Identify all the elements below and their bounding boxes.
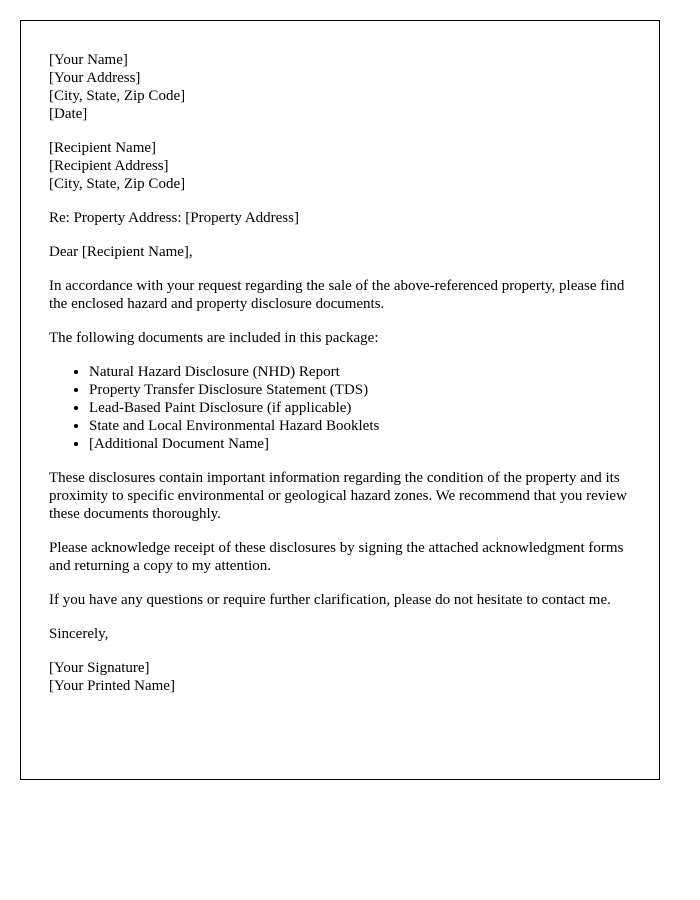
sender-name: [Your Name] bbox=[49, 52, 128, 68]
recipient-city-state-zip: [City, State, Zip Code] bbox=[49, 176, 186, 192]
list-item: • Natural Hazard Disclosure (NHD) Report bbox=[89, 363, 631, 381]
list-item: • Lead-Based Paint Disclosure (if applicable) bbox=[89, 399, 631, 417]
letter-page bbox=[20, 20, 660, 780]
recipient-block bbox=[49, 139, 631, 193]
salutation: Dear [Recipient Name], bbox=[49, 244, 193, 260]
intro-paragraph: In accordance with your request regarding the sale of the above-referenced property, please find the enclosed hazard and property disclosure documents. bbox=[49, 278, 625, 312]
list-item: • [Additional Document Name] bbox=[89, 435, 631, 453]
signature-placeholder: [Your Signature] bbox=[49, 660, 150, 676]
printed-name: [Your Printed Name] bbox=[49, 678, 175, 694]
documents-list bbox=[49, 363, 631, 453]
sender-city-state-zip: [City, State, Zip Code] bbox=[49, 88, 186, 104]
letter-date: [Date] bbox=[49, 106, 88, 122]
signature-block bbox=[49, 659, 631, 695]
recipient-address: [Recipient Address] bbox=[49, 158, 169, 174]
list-item: • Property Transfer Disclosure Statement (TDS) bbox=[89, 381, 631, 399]
closing: Sincerely, bbox=[49, 626, 109, 642]
questions-paragraph: If you have any questions or require further clarification, please do not hesitate to contact me. bbox=[49, 592, 611, 608]
sender-block bbox=[49, 51, 631, 123]
list-intro-paragraph: The following documents are included in this package: bbox=[49, 330, 379, 346]
disclosure-info-paragraph: These disclosures contain important information regarding the condition of the property and its proximity to specific environmental or geological hazard zones. We recommend that you review these documents thoroughly. bbox=[49, 470, 627, 522]
list-item: • State and Local Environmental Hazard Booklets bbox=[89, 417, 631, 435]
recipient-name: [Recipient Name] bbox=[49, 140, 157, 156]
acknowledge-paragraph: Please acknowledge receipt of these disclosures by signing the attached acknowledgment forms and returning a copy to my attention. bbox=[49, 540, 624, 574]
subject-line: Re: Property Address: [Property Address] bbox=[49, 210, 299, 226]
sender-address: [Your Address] bbox=[49, 70, 141, 86]
